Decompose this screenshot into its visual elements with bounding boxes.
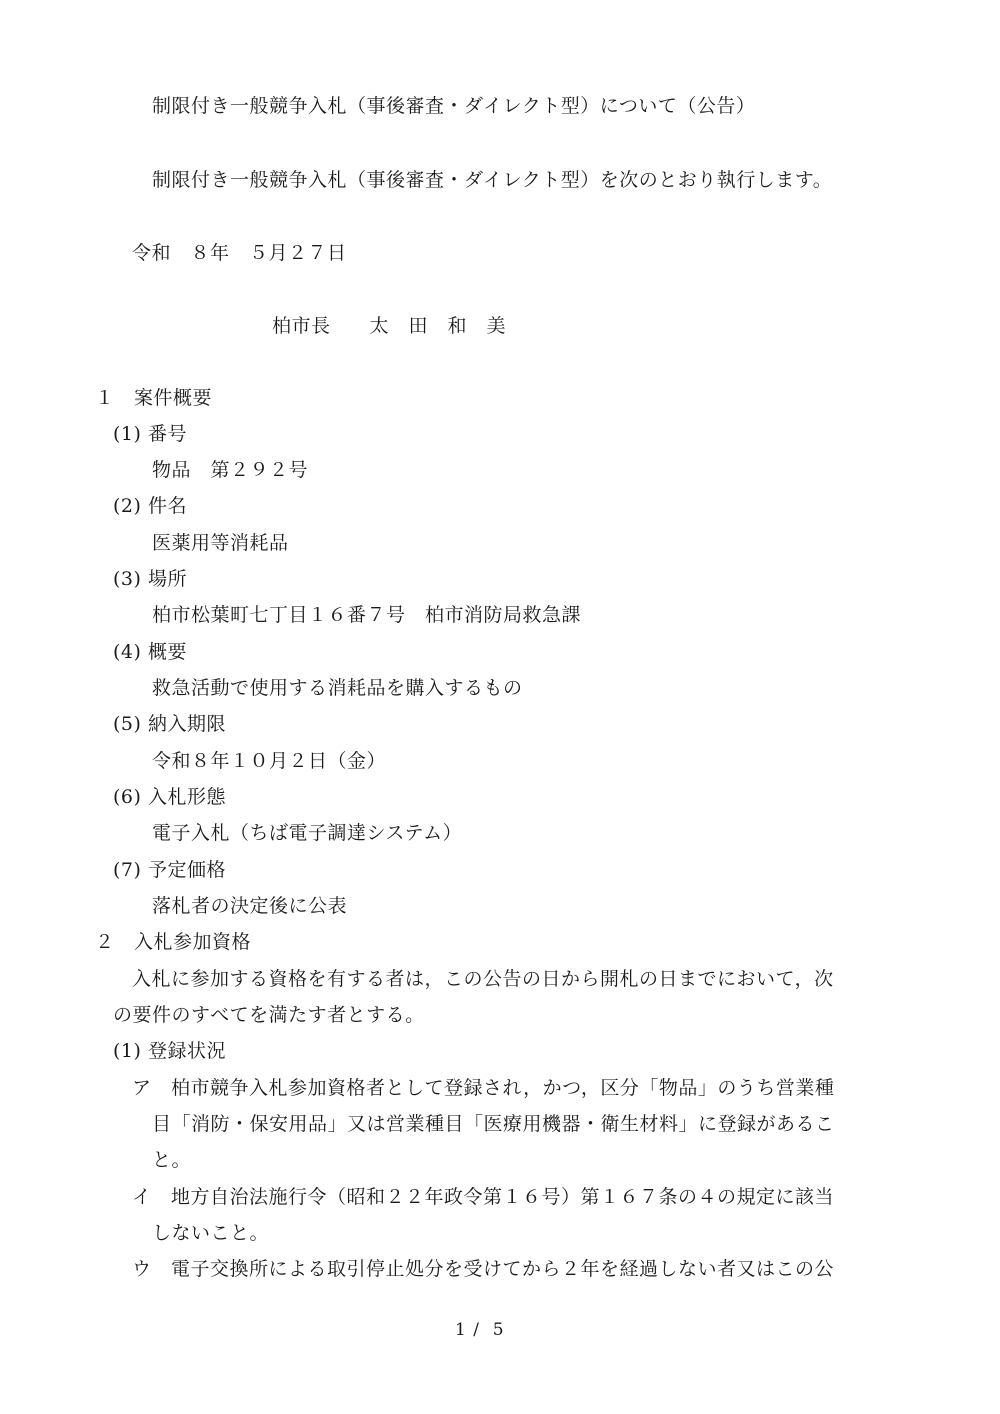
- item-3-label: (3) 場所: [113, 568, 187, 590]
- item-4-value: 救急活動で使用する消耗品を購入するもの: [152, 677, 523, 699]
- item-2-value: 医薬用等消耗品: [152, 532, 289, 554]
- item-i-line-1: イ 地方自治法施行令（昭和２２年政令第１６号）第１６７条の４の規定に該当: [132, 1186, 835, 1208]
- page-number: 1 / 5: [455, 1320, 505, 1340]
- item-a-line-3: と。: [152, 1149, 192, 1171]
- notice-title: 制限付き一般競争入札（事後審査・ダイレクト型）について（公告）: [152, 95, 756, 117]
- section-2-heading: ２ 入札参加資格: [95, 931, 252, 953]
- section-1-heading: １ 案件概要: [95, 387, 213, 409]
- notice-date: 令和 ８年 ５月２７日: [132, 242, 347, 264]
- intro-text: 制限付き一般競争入札（事後審査・ダイレクト型）を次のとおり執行します。: [152, 169, 833, 191]
- item-6-value: 電子入札（ちば電子調達システム）: [152, 822, 463, 844]
- issuer-name: 柏市長 太 田 和 美: [272, 315, 507, 337]
- item-2-label: (2) 件名: [113, 495, 187, 517]
- section-2-paragraph-line-1: 入札に参加する資格を有する者は，この公告の日から開札の日までにおいて，次: [132, 968, 834, 990]
- item-7-value: 落札者の決定後に公表: [152, 895, 348, 917]
- item-1-label: (1) 番号: [113, 423, 187, 445]
- item-7-label: (7) 予定価格: [113, 859, 226, 881]
- item-u-line-1: ウ 電子交換所による取引停止処分を受けてから２年を経過しない者又はこの公: [132, 1258, 835, 1280]
- item-6-label: (6) 入札形態: [113, 786, 226, 808]
- subsection-1-label: (1) 登録状況: [113, 1040, 226, 1062]
- item-5-value: 令和８年１０月２日（金）: [152, 750, 387, 772]
- item-1-value: 物品 第２９２号: [152, 459, 309, 481]
- item-3-value: 柏市松葉町七丁目１６番７号 柏市消防局救急課: [152, 604, 582, 626]
- item-i-line-2: しないこと。: [152, 1222, 270, 1244]
- item-a-line-1: ア 柏市競争入札参加資格者として登録され，かつ，区分「物品」のうち営業種: [132, 1077, 835, 1099]
- item-5-label: (5) 納入期限: [113, 713, 226, 735]
- item-4-label: (4) 概要: [113, 641, 187, 663]
- section-2-paragraph-line-2: の要件のすべてを満たす者とする。: [113, 1004, 425, 1026]
- item-a-line-2: 目「消防・保安用品」又は営業種目「医療用機器・衛生材料」に登録があるこ: [152, 1113, 835, 1135]
